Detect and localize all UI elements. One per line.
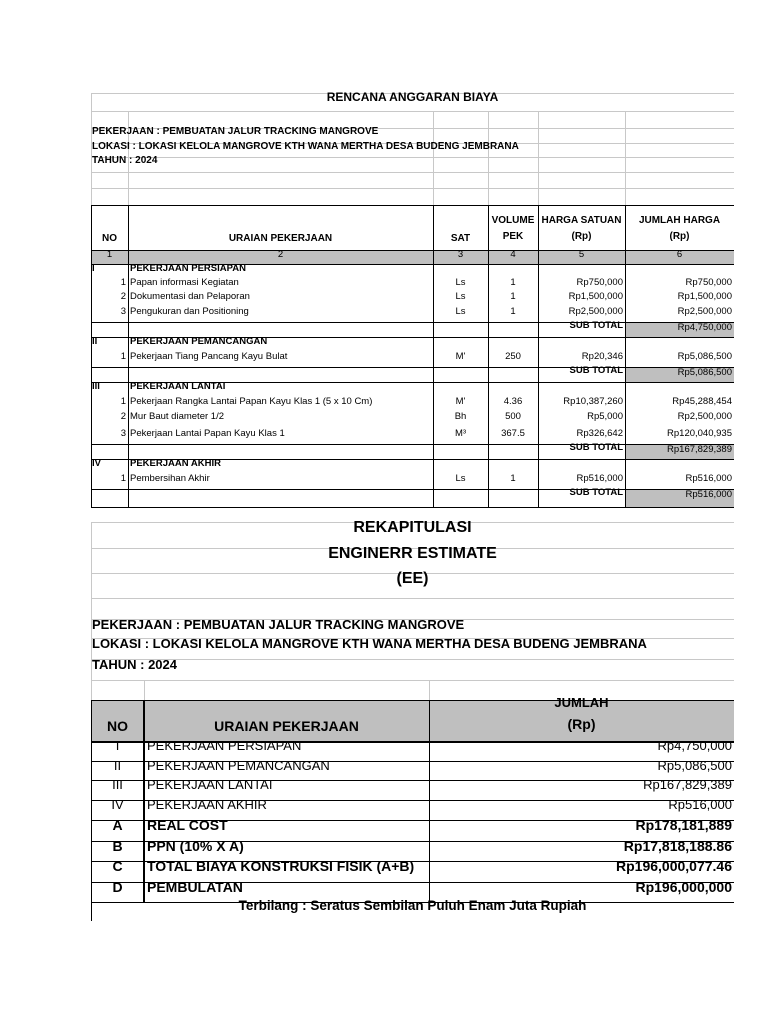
subtotal-value: Rp167,829,389 bbox=[667, 444, 732, 455]
table-border bbox=[433, 205, 434, 507]
item-total: Rp750,000 bbox=[685, 277, 732, 288]
rekap-row-number: III bbox=[112, 777, 123, 792]
rekap-title: REKAPITULASI bbox=[353, 519, 472, 536]
rekap-row-number: I bbox=[115, 738, 120, 753]
col-number: 6 bbox=[676, 249, 683, 260]
section-title: PEKERJAAN AKHIR bbox=[130, 458, 221, 469]
rekap-row-description: TOTAL BIAYA KONSTRUKSI FISIK (A+B) bbox=[147, 858, 415, 874]
rab-lokasi: LOKASI : LOKASI KELOLA MANGROVE KTH WANA MERTHA DESA BUDENG JEMBRANA bbox=[92, 141, 519, 152]
item-number: 2 bbox=[120, 411, 126, 422]
table-border bbox=[91, 205, 92, 507]
item-unit-price: Rp10,387,260 bbox=[563, 396, 623, 407]
col-number: 5 bbox=[578, 249, 585, 260]
table-border bbox=[538, 205, 539, 507]
header-jumlah: JUMLAH HARGA bbox=[638, 215, 721, 226]
item-unit: M' bbox=[455, 396, 466, 407]
section-number: II bbox=[92, 336, 98, 347]
rekap-row-number: IV bbox=[111, 797, 124, 812]
grid-line bbox=[144, 680, 145, 700]
col-number: 2 bbox=[277, 249, 284, 260]
rekap-row-number: D bbox=[112, 879, 123, 895]
item-unit-price: Rp5,000 bbox=[587, 411, 623, 422]
rekap-row-total: Rp178,181,889 bbox=[635, 817, 732, 833]
item-total: Rp45,288,454 bbox=[672, 396, 732, 407]
item-total: Rp2,500,000 bbox=[677, 306, 732, 317]
item-unit-price: Rp1,500,000 bbox=[568, 291, 623, 302]
item-volume: 1 bbox=[510, 306, 516, 317]
col-number: 4 bbox=[510, 249, 516, 260]
table-border bbox=[143, 700, 145, 902]
header-uraian: URAIAN PEKERJAAN bbox=[228, 233, 333, 244]
table-border bbox=[488, 205, 489, 507]
col-number: 1 bbox=[106, 249, 113, 260]
item-unit: M³ bbox=[454, 428, 467, 439]
subtotal-value: Rp5,086,500 bbox=[677, 367, 732, 378]
rekap-row-total: Rp5,086,500 bbox=[657, 758, 732, 773]
item-description: Papan informasi Kegiatan bbox=[130, 277, 239, 288]
item-unit: Ls bbox=[455, 473, 466, 484]
item-total: Rp516,000 bbox=[685, 473, 732, 484]
grid-line bbox=[91, 188, 734, 189]
item-unit-price: Rp2,500,000 bbox=[568, 306, 623, 317]
rab-title: RENCANA ANGGARAN BIAYA bbox=[326, 90, 499, 104]
section-title: PEKERJAAN LANTAI bbox=[130, 381, 226, 392]
table-border bbox=[128, 205, 129, 507]
item-volume: 1 bbox=[510, 473, 516, 484]
item-volume: 4.36 bbox=[503, 396, 523, 407]
rekap-row-number: II bbox=[113, 758, 122, 773]
grid-line bbox=[91, 172, 734, 173]
rekap-header-jumlah-sub: (Rp) bbox=[567, 716, 596, 732]
item-description: Mur Baut diameter 1/2 bbox=[130, 411, 224, 422]
section-title: PEKERJAAN PEMANCANGAN bbox=[130, 336, 268, 347]
table-border bbox=[91, 700, 92, 921]
rab-tahun: TAHUN : 2024 bbox=[92, 155, 158, 166]
header-jumlah-sub: (Rp) bbox=[669, 231, 690, 242]
rekap-row-description: PEKERJAAN PERSIAPAN bbox=[147, 738, 302, 753]
subtotal-label: SUB TOTAL bbox=[569, 320, 623, 331]
item-description: Pengukuran dan Positioning bbox=[130, 306, 249, 317]
item-unit-price: Rp516,000 bbox=[576, 473, 623, 484]
rekap-title-2: ENGINERR ESTIMATE bbox=[328, 545, 497, 562]
rekap-header-uraian: URAIAN PEKERJAAN bbox=[214, 718, 359, 734]
section-number: III bbox=[92, 381, 100, 392]
rekap-row-description: PEKERJAAN PEMANCANGAN bbox=[147, 758, 330, 773]
grid-line bbox=[91, 111, 734, 112]
item-description: Dokumentasi dan Pelaporan bbox=[130, 291, 250, 302]
rekap-row-total: Rp17,818,188.86 bbox=[623, 838, 732, 854]
item-volume: 1 bbox=[510, 291, 516, 302]
rekap-pekerjaan: PEKERJAAN : PEMBUATAN JALUR TRACKING MANGROVE bbox=[92, 617, 465, 632]
rekap-header-no: NO bbox=[107, 718, 128, 734]
table-border bbox=[429, 700, 430, 902]
item-description: Pekerjaan Rangka Lantai Papan Kayu Klas 1 (5 x 10 Cm) bbox=[130, 396, 373, 407]
header-sat: SAT bbox=[450, 233, 471, 244]
table-border bbox=[91, 507, 734, 508]
item-total: Rp1,500,000 bbox=[677, 291, 732, 302]
header-harga-sub: (Rp) bbox=[571, 231, 592, 242]
rekap-row-total: Rp4,750,000 bbox=[657, 738, 732, 753]
subtotal-value: Rp4,750,000 bbox=[677, 322, 732, 333]
item-number: 1 bbox=[120, 473, 126, 484]
item-unit: Ls bbox=[455, 277, 466, 288]
item-total: Rp5,086,500 bbox=[677, 351, 732, 362]
section-number: IV bbox=[92, 458, 101, 469]
item-unit-price: Rp20,346 bbox=[581, 351, 623, 362]
col-number: 3 bbox=[457, 249, 464, 260]
item-number: 2 bbox=[120, 291, 126, 302]
rekap-row-description: PEKERJAAN LANTAI bbox=[147, 777, 273, 792]
item-number: 3 bbox=[120, 306, 126, 317]
rekap-row-number: A bbox=[112, 817, 123, 833]
subtotal-label: SUB TOTAL bbox=[569, 487, 623, 498]
rekap-row-total: Rp167,829,389 bbox=[643, 777, 732, 792]
item-number: 3 bbox=[120, 428, 126, 439]
rekap-row-number: C bbox=[112, 858, 123, 874]
item-unit-price: Rp326,642 bbox=[576, 428, 623, 439]
grid-line bbox=[91, 598, 734, 599]
subtotal-label: SUB TOTAL bbox=[569, 365, 623, 376]
item-volume: 1 bbox=[510, 277, 516, 288]
header-volume: VOLUME bbox=[491, 215, 535, 226]
item-total: Rp120,040,935 bbox=[667, 428, 732, 439]
subtotal-label: SUB TOTAL bbox=[569, 442, 623, 453]
rekap-terbilang: Terbilang : Seratus Sembilan Puluh Enam Juta Rupiah bbox=[238, 898, 587, 913]
table-border bbox=[625, 205, 626, 507]
rekap-row-total: Rp196,000,000 bbox=[635, 879, 732, 895]
item-total: Rp2,500,000 bbox=[677, 411, 732, 422]
rekap-tahun: TAHUN : 2024 bbox=[92, 657, 178, 672]
rab-pekerjaan: PEKERJAAN : PEMBUATAN JALUR TRACKING MANGROVE bbox=[92, 126, 379, 137]
item-number: 1 bbox=[120, 351, 126, 362]
item-description: Pekerjaan Tiang Pancang Kayu Bulat bbox=[130, 351, 288, 362]
item-unit: Ls bbox=[455, 306, 466, 317]
item-description: Pembersihan Akhir bbox=[130, 473, 210, 484]
section-number: I bbox=[92, 263, 95, 274]
rekap-row-number: B bbox=[112, 838, 123, 854]
item-volume: 367.5 bbox=[501, 428, 525, 439]
item-description: Pekerjaan Lantai Papan Kayu Klas 1 bbox=[130, 428, 285, 439]
rekap-row-description: PEMBULATAN bbox=[147, 879, 243, 895]
item-unit: Ls bbox=[455, 291, 466, 302]
rekap-title-3: (EE) bbox=[396, 570, 429, 587]
item-volume: 500 bbox=[505, 411, 521, 422]
rekap-row-description: PEKERJAAN AKHIR bbox=[147, 797, 267, 812]
item-number: 1 bbox=[120, 277, 126, 288]
item-number: 1 bbox=[120, 396, 126, 407]
rekap-header-jumlah: JUMLAH bbox=[554, 695, 609, 707]
rekap-row-description: PPN (10% X A) bbox=[147, 838, 244, 854]
rekap-lokasi: LOKASI : LOKASI KELOLA MANGROVE KTH WANA MERTHA DESA BUDENG JEMBRANA bbox=[92, 636, 647, 651]
item-volume: 250 bbox=[505, 351, 521, 362]
header-volume-sub: PEK bbox=[502, 231, 524, 242]
header-no: NO bbox=[102, 233, 117, 244]
header-harga: HARGA SATUAN bbox=[541, 215, 622, 226]
rekap-row-total: Rp516,000 bbox=[668, 797, 732, 812]
item-unit: M' bbox=[455, 351, 466, 362]
section-title: PEKERJAAN PERSIAPAN bbox=[130, 263, 246, 274]
grid-line bbox=[91, 680, 734, 681]
rekap-row-description: REAL COST bbox=[147, 817, 228, 833]
item-unit-price: Rp750,000 bbox=[576, 277, 623, 288]
rekap-row-total: Rp196,000,077.46 bbox=[616, 858, 732, 874]
item-unit: Bh bbox=[454, 411, 467, 422]
table-border bbox=[91, 205, 734, 206]
subtotal-value: Rp516,000 bbox=[685, 489, 732, 500]
